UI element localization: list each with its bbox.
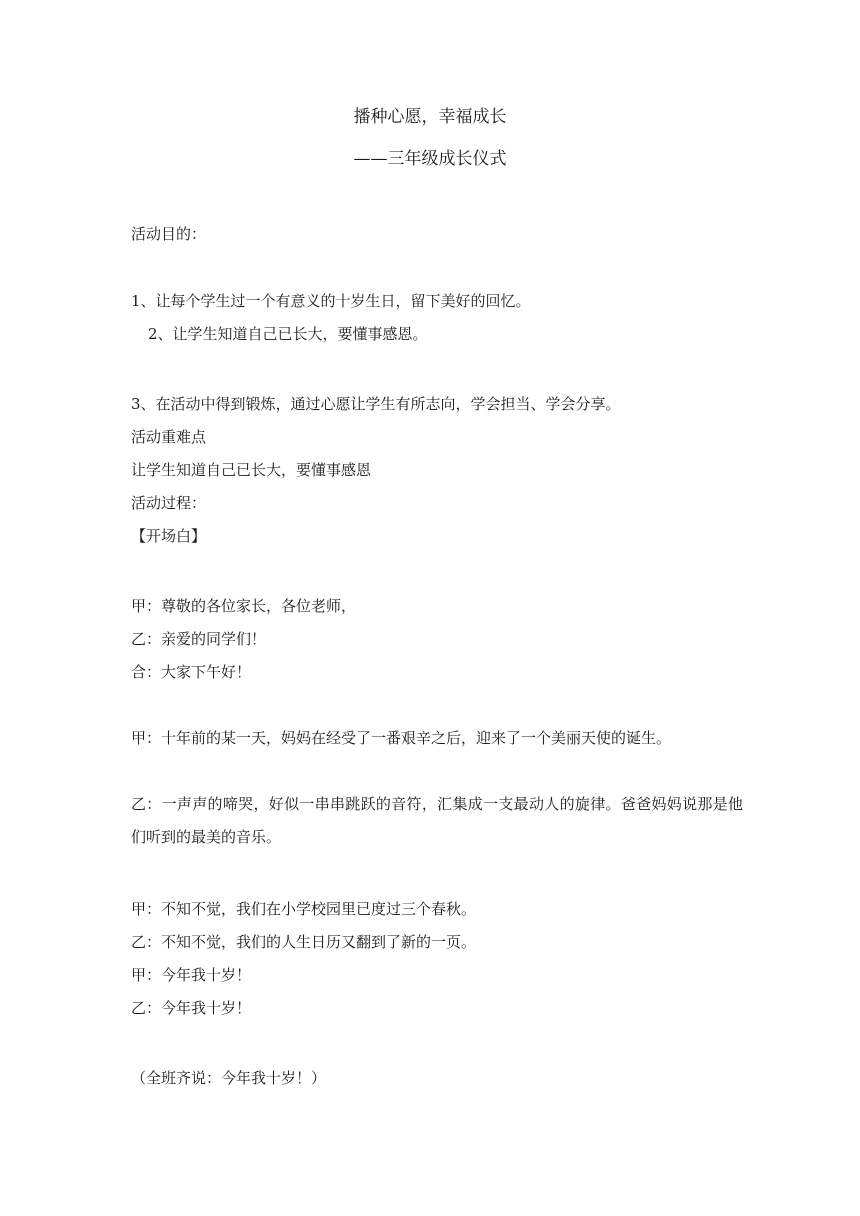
- document-title: 播种心愿，幸福成长: [353, 107, 507, 127]
- dialogue-line: 甲：尊敬的各位家长，各位老师，: [131, 597, 357, 615]
- opening-heading: 【开场白】: [131, 527, 207, 545]
- dialogue-line: 合：大家下午好！: [131, 663, 252, 681]
- objectives-heading: 活动目的：: [131, 225, 207, 243]
- dialogue-line: 甲：不知不觉，我们在小学校园里已度过三个春秋。: [131, 900, 477, 918]
- dialogue-line: 乙：不知不觉，我们的人生日历又翻到了新的一页。: [131, 933, 477, 951]
- dialogue-paragraph: 甲：十年前的某一天，妈妈在经受了一番艰辛之后，迎来了一个美丽天使的诞生。: [131, 729, 672, 747]
- document-subtitle: ——三年级成长仪式: [353, 149, 507, 169]
- objective-item-1: 1、让每个学生过一个有意义的十岁生日，留下美好的回忆。: [131, 292, 531, 310]
- dialogue-paragraph: 乙：一声声的啼哭，好似一串串跳跃的音符，汇集成一支最动人的旋律。爸爸妈妈说那是他们听到的最美的音乐。: [131, 795, 743, 846]
- objective-item-2: 2、让学生知道自己已长大，要懂事感恩。: [148, 325, 428, 343]
- process-heading: 活动过程：: [131, 494, 207, 512]
- chorus-line: （全班齐说：今年我十岁！）: [131, 1069, 327, 1087]
- key-points-text: 让学生知道自己已长大，要懂事感恩: [131, 461, 372, 479]
- key-points-heading: 活动重难点: [131, 428, 207, 446]
- dialogue-line: 乙：亲爱的同学们！: [131, 630, 267, 648]
- dialogue-line: 甲：今年我十岁！: [131, 966, 252, 984]
- dialogue-line: 乙：今年我十岁！: [131, 999, 252, 1017]
- objective-item-3: 3、在活动中得到锻炼，通过心愿让学生有所志向，学会担当、学会分享。: [131, 395, 621, 413]
